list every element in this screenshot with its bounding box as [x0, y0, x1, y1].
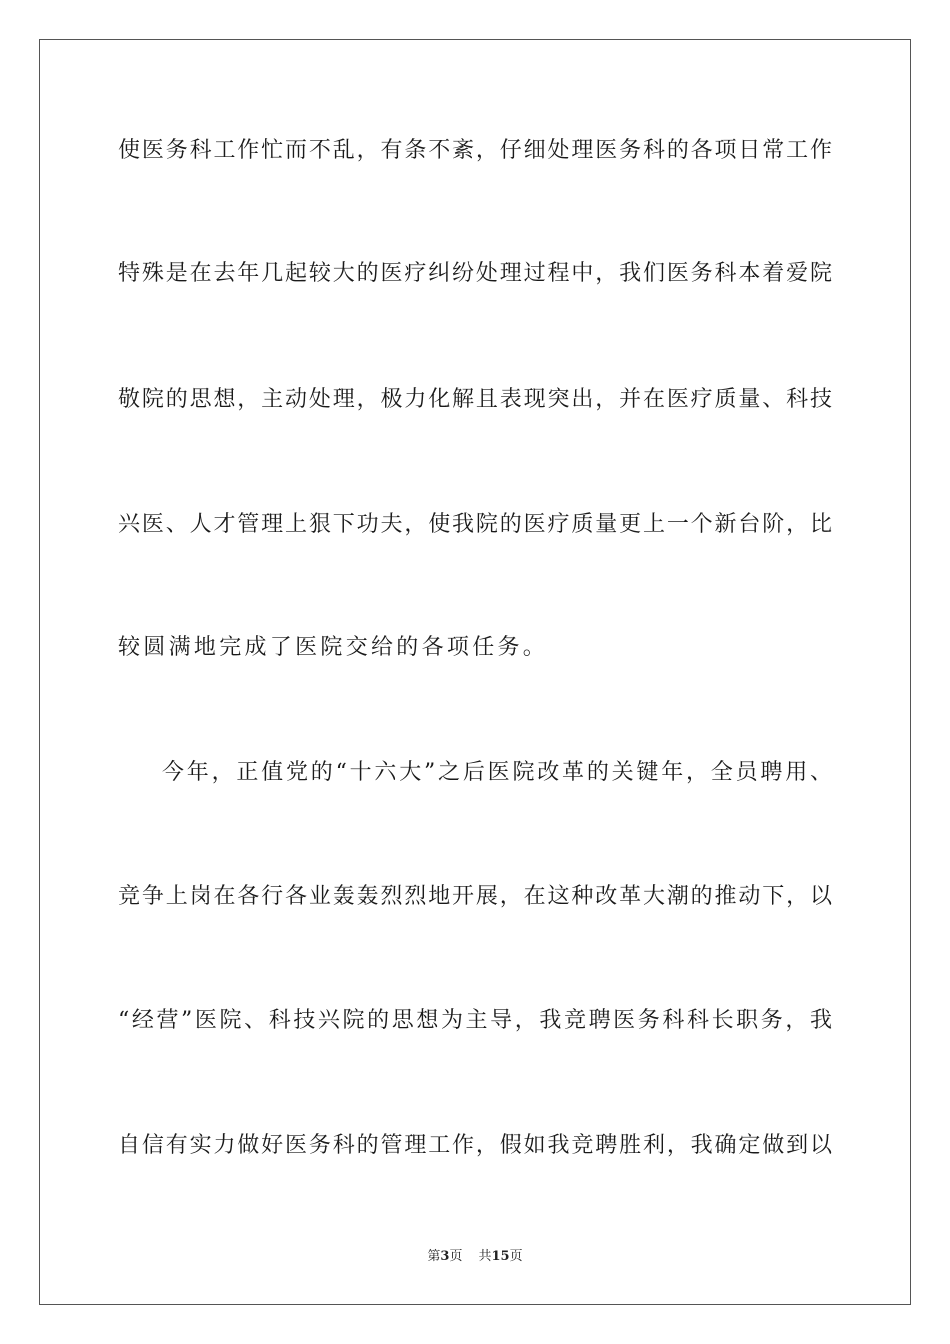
total-prefix: 共 [478, 1249, 492, 1264]
page-suffix: 页 [449, 1249, 463, 1264]
paragraph-line: “经营”医院、科技兴院的思想为主导，我竞聘医务科科长职务，我 [118, 1008, 832, 1033]
total-suffix: 页 [509, 1249, 523, 1264]
paragraph-line: 敬院的思想，主动处理，极力化解且表现突出，并在医疗质量、科技 [118, 387, 832, 412]
paragraph-line: 特殊是在去年几起较大的医疗纠纷处理过程中，我们医务科本着爱院 [118, 261, 832, 286]
total-pages: 15 [491, 1249, 510, 1264]
paragraph-line: 兴医、人才管理上狠下功夫，使我院的医疗质量更上一个新台阶，比 [118, 512, 832, 537]
paragraph-line: 自信有实力做好医务科的管理工作，假如我竞聘胜利，我确定做到以 [118, 1133, 832, 1158]
page-prefix: 第 [427, 1249, 441, 1264]
paragraph-line: 今年，正值党的“十六大”之后医院改革的关键年，全员聘用、 [162, 760, 832, 785]
page-number: 3 [440, 1249, 450, 1264]
paragraph-line: 使医务科工作忙而不乱，有条不紊，仔细处理医务科的各项日常工作 [118, 138, 832, 163]
page-footer [0, 1248, 950, 1266]
page-border [39, 39, 911, 1305]
paragraph-line: 竞争上岗在各行各业轰轰烈烈地开展，在这种改革大潮的推动下，以 [118, 884, 832, 909]
paragraph-line: 较圆满地完成了医院交给的各项任务。 [118, 635, 549, 660]
